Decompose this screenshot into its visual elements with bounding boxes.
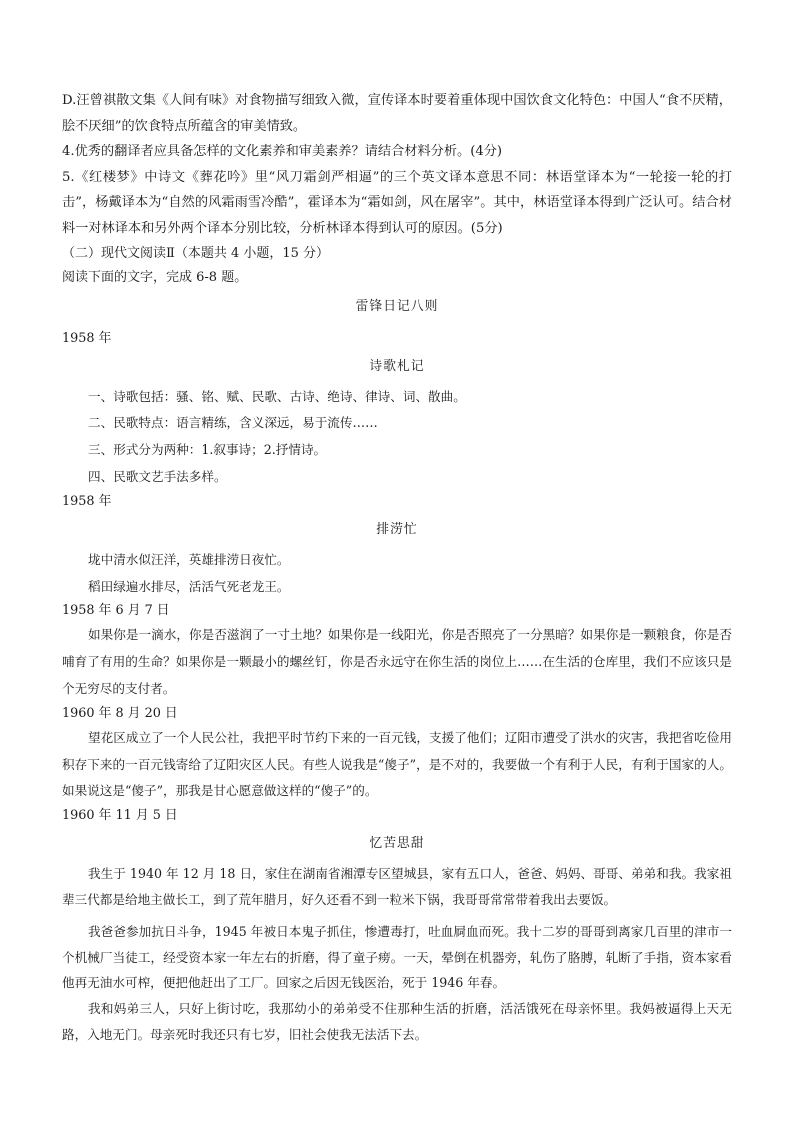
article-title: 雷锋日记八则 (355, 298, 439, 314)
entry-paragraph: 望花区成立了一个人民公社，我把平时节约下来的一百元钱，支援了他们；辽阳市遭受了洪水的灾害，我把省吃俭用积存下来的一百元钱寄给了辽阳灾区人民。有些人说我是“傻子”，是不对的，我要做一个有利于人民，有利于国家的人。如果说这是“傻子”，那我是甘心愿意做这样的“傻子”的。 (62, 729, 732, 799)
section-instruction: 阅读下面的文字，完成 6-8 题。 (62, 269, 248, 285)
entry-paragraph: 垅中清水似汪洋，英雄排涝日夜忙。 (88, 551, 290, 567)
entry-subtitle: 诗歌札记 (369, 358, 425, 374)
section-heading: （二）现代文阅读Ⅱ（本题共 4 小题，15 分） (62, 245, 330, 261)
entry-paragraph: 稻田绿遍水排尽，活活气死老龙王。 (88, 578, 290, 594)
question-4: 4.优秀的翻译者应具备怎样的文化素养和审美素养？请结合材料分析。(4分) (62, 144, 503, 160)
entry-paragraph: 如果你是一滴水，你是否滋润了一寸土地？如果你是一线阳光，你是否照亮了一分黑暗？如果你是一颗粮食，你是否哺育了有用的生命？如果你是一颗最小的螺丝钉，你是否永远守在你生活的岗位上……在生活的仓库里，我们不应该只是个无穷尽的支付者。 (62, 627, 732, 696)
entry-date: 1960 年 8 月 20 日 (62, 705, 178, 721)
entry-paragraph: 二、民歌特点：语言精练，含义深远，易于流传…… (88, 415, 378, 431)
entry-paragraph: 一、诗歌包括：骚、铭、赋、民歌、古诗、绝诗、律诗、词、散曲。 (88, 388, 466, 404)
entry-subtitle: 排涝忙 (376, 521, 418, 537)
entry-date: 1958 年 (62, 330, 112, 346)
entry-date: 1958 年 6 月 7 日 (62, 603, 170, 619)
entry-paragraph: 四、民歌文艺手法多样。 (88, 468, 227, 484)
entry-paragraph: 我生于 1940 年 12 月 18 日，家住在湖南省湘潭专区望城县，家有五口人，爸爸、妈妈、哥哥、弟弟和我。我家祖辈三代都是给地主做长工，到了荒年腊月，好久还看不到一粒米下锅，我哥哥常常带着我出去要饭。 (62, 866, 732, 907)
entry-subtitle: 忆苦思甜 (369, 836, 425, 852)
entry-date: 1960 年 11 月 5 日 (62, 808, 178, 824)
entry-paragraph: 三、形式分为两种：1.叙事诗；2.抒情诗。 (88, 442, 327, 458)
entry-date: 1958 年 (62, 493, 112, 509)
question-5: 5.《红楼梦》中诗文《葬花吟》里“风刀霜剑严相逼”的三个英文译本意思不同：林语堂译本为“一轮接一轮的打击”，杨戴译本为“自然的风霜雨雪冷酷”，霍译本为“霜如剑，风在屠宰”。其中，林语堂译本得到广泛认可。结合材料一对林译本和另外两个译本分别比较，分析林译本得到认可的原因。(5分) (62, 169, 732, 236)
option-d-text: D.汪曾祺散文集《人间有味》对食物描写细致入微，宣传译本时要着重体现中国饮食文化特色：中国人“食不厌精，脍不厌细”的饮食特点所蕴含的审美情致。 (62, 93, 732, 134)
entry-paragraph: 我和妈弟三人，只好上街讨吃，我那幼小的弟弟受不住那种生活的折磨，活活饿死在母亲怀里。我妈被逼得上天无路，入地无门。母亲死时我还只有七岁，旧社会使我无法活下去。 (62, 1001, 732, 1042)
entry-paragraph: 我爸爸参加抗日斗争，1945 年被日本鬼子抓住，惨遭毒打，吐血屙血而死。我十二岁的哥哥到离家几百里的津市一个机械厂当徒工，经受资本家一年左右的折磨，得了童子痨。一天，晕倒在机器旁，轧伤了胳膊，轧断了手指，资本家看他再无油水可榨，便把他赶出了工厂。回家之后因无钱医治，死于 1946 年春。 (62, 923, 732, 991)
